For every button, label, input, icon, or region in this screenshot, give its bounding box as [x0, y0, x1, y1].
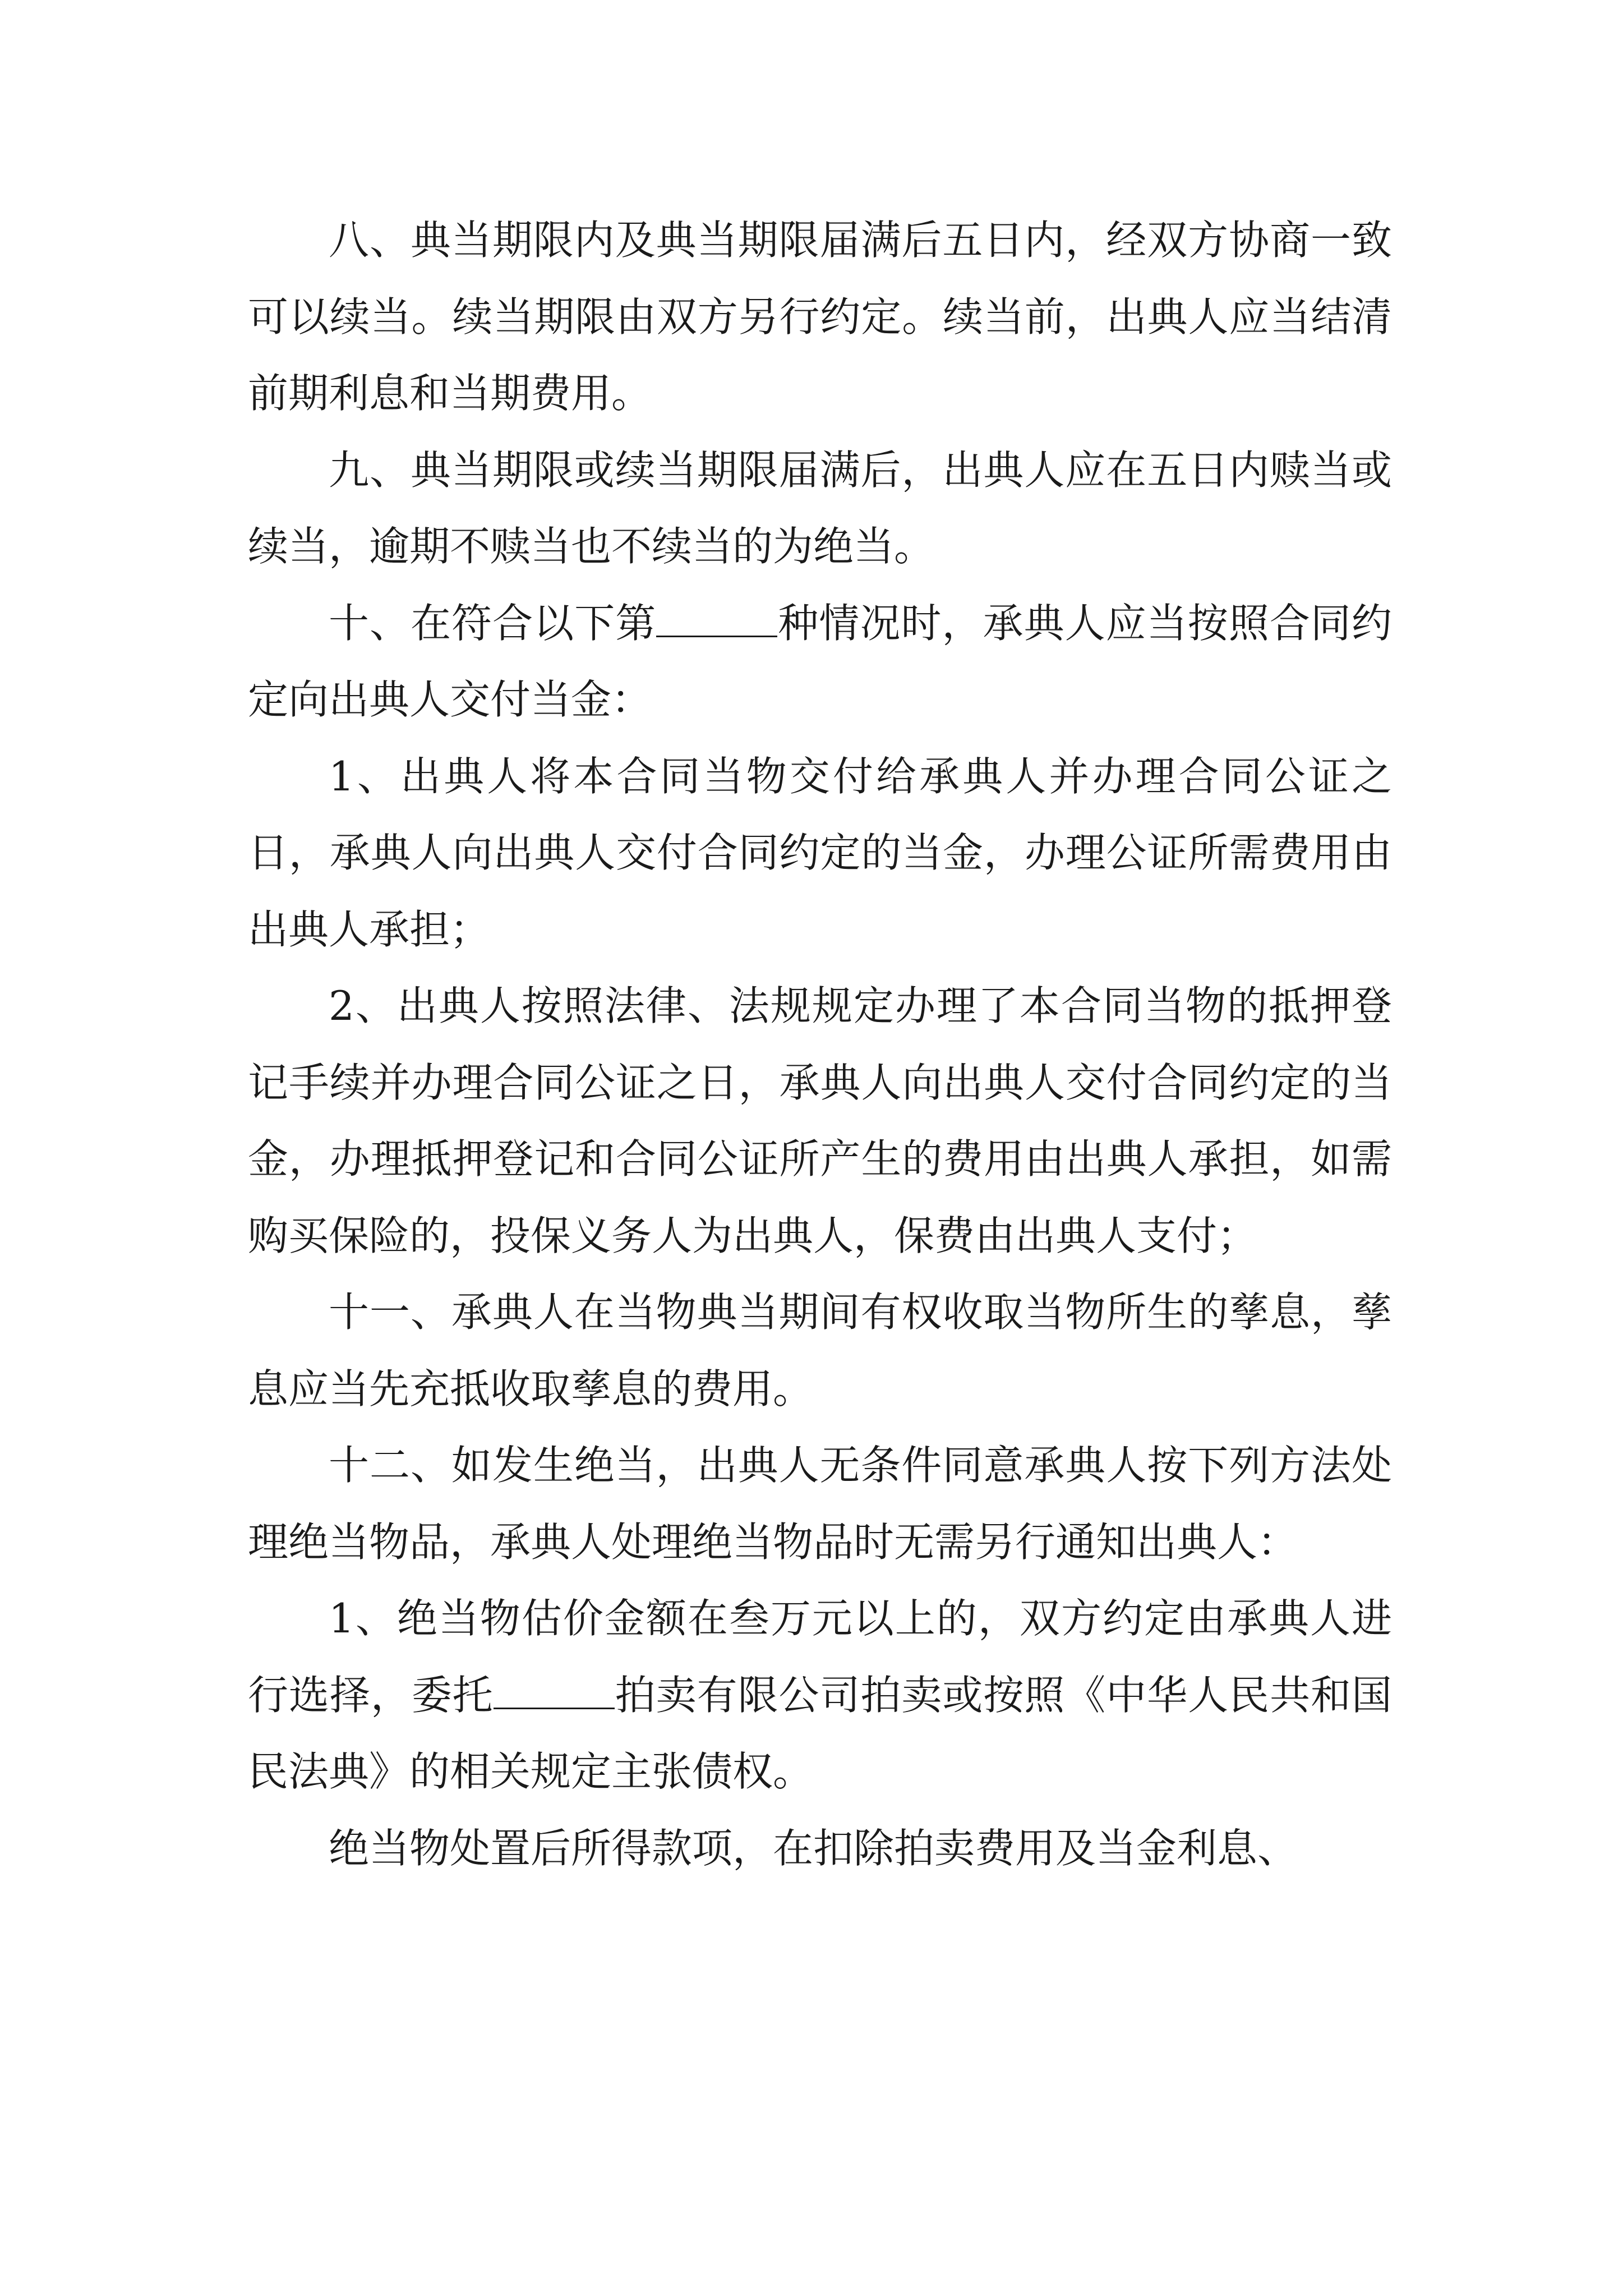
clause-10-item-2: 2、出典人按照法律、法规规定办理了本合同当物的抵押登记手续并办理合同公证之日，承典人向出典人交付合同约定的当金，办理抵押登记和合同公证所产生的费用由出典人承担，如需购买保险的，投保义务人为出典人，保费由出典人支付；: [248, 982, 1392, 1259]
clause-10-text-before: 十、在符合以下第: [329, 599, 657, 647]
clause-12-item-1-text-after: 拍卖有限公司拍卖或按照《中华人民共和国民法典》的相关规定主张债权。: [248, 1671, 1392, 1795]
clause-11: 十一、承典人在当物典当期间有权收取当物所生的孳息，孳息应当先充抵收取孳息的费用。: [248, 1289, 1392, 1412]
clause-8: 八、典当期限内及典当期限届满后五日内，经双方协商一致可以续当。续当期限由双方另行约定。续当前，出典人应当结清前期利息和当期费用。: [248, 217, 1392, 417]
document-body: [248, 202, 1392, 1887]
clause-9: 九、典当期限或续当期限届满后，出典人应在五日内赎当或续当，逾期不赎当也不续当的为绝当。: [248, 446, 1392, 570]
clause-10-item-1: 1、出典人将本合同当物交付给承典人并办理合同公证之日，承典人向出典人交付合同约定的当金，办理公证所需费用由出典人承担；: [248, 752, 1392, 953]
clause-10: [248, 585, 1392, 738]
clause-10-text-after: 种情况时，承典人应当按照合同约定向出典人交付当金：: [248, 599, 1392, 723]
clause-12: 十二、如发生绝当，出典人无条件同意承典人按下列方法处理绝当物品，承典人处理绝当物品时无需另行通知出典人：: [248, 1442, 1392, 1566]
clause-12-item-1: [248, 1580, 1392, 1810]
clause-12-continuation: 绝当物处置后所得款项，在扣除拍卖费用及当金利息、: [329, 1824, 1298, 1872]
fill-blank: [656, 602, 777, 637]
clause-12-item-1-text-before: 1、绝当物估价金额在叁万元以上的，双方约定由承典人进行选择，委托: [248, 1595, 1392, 1719]
fill-blank: [494, 1674, 615, 1709]
